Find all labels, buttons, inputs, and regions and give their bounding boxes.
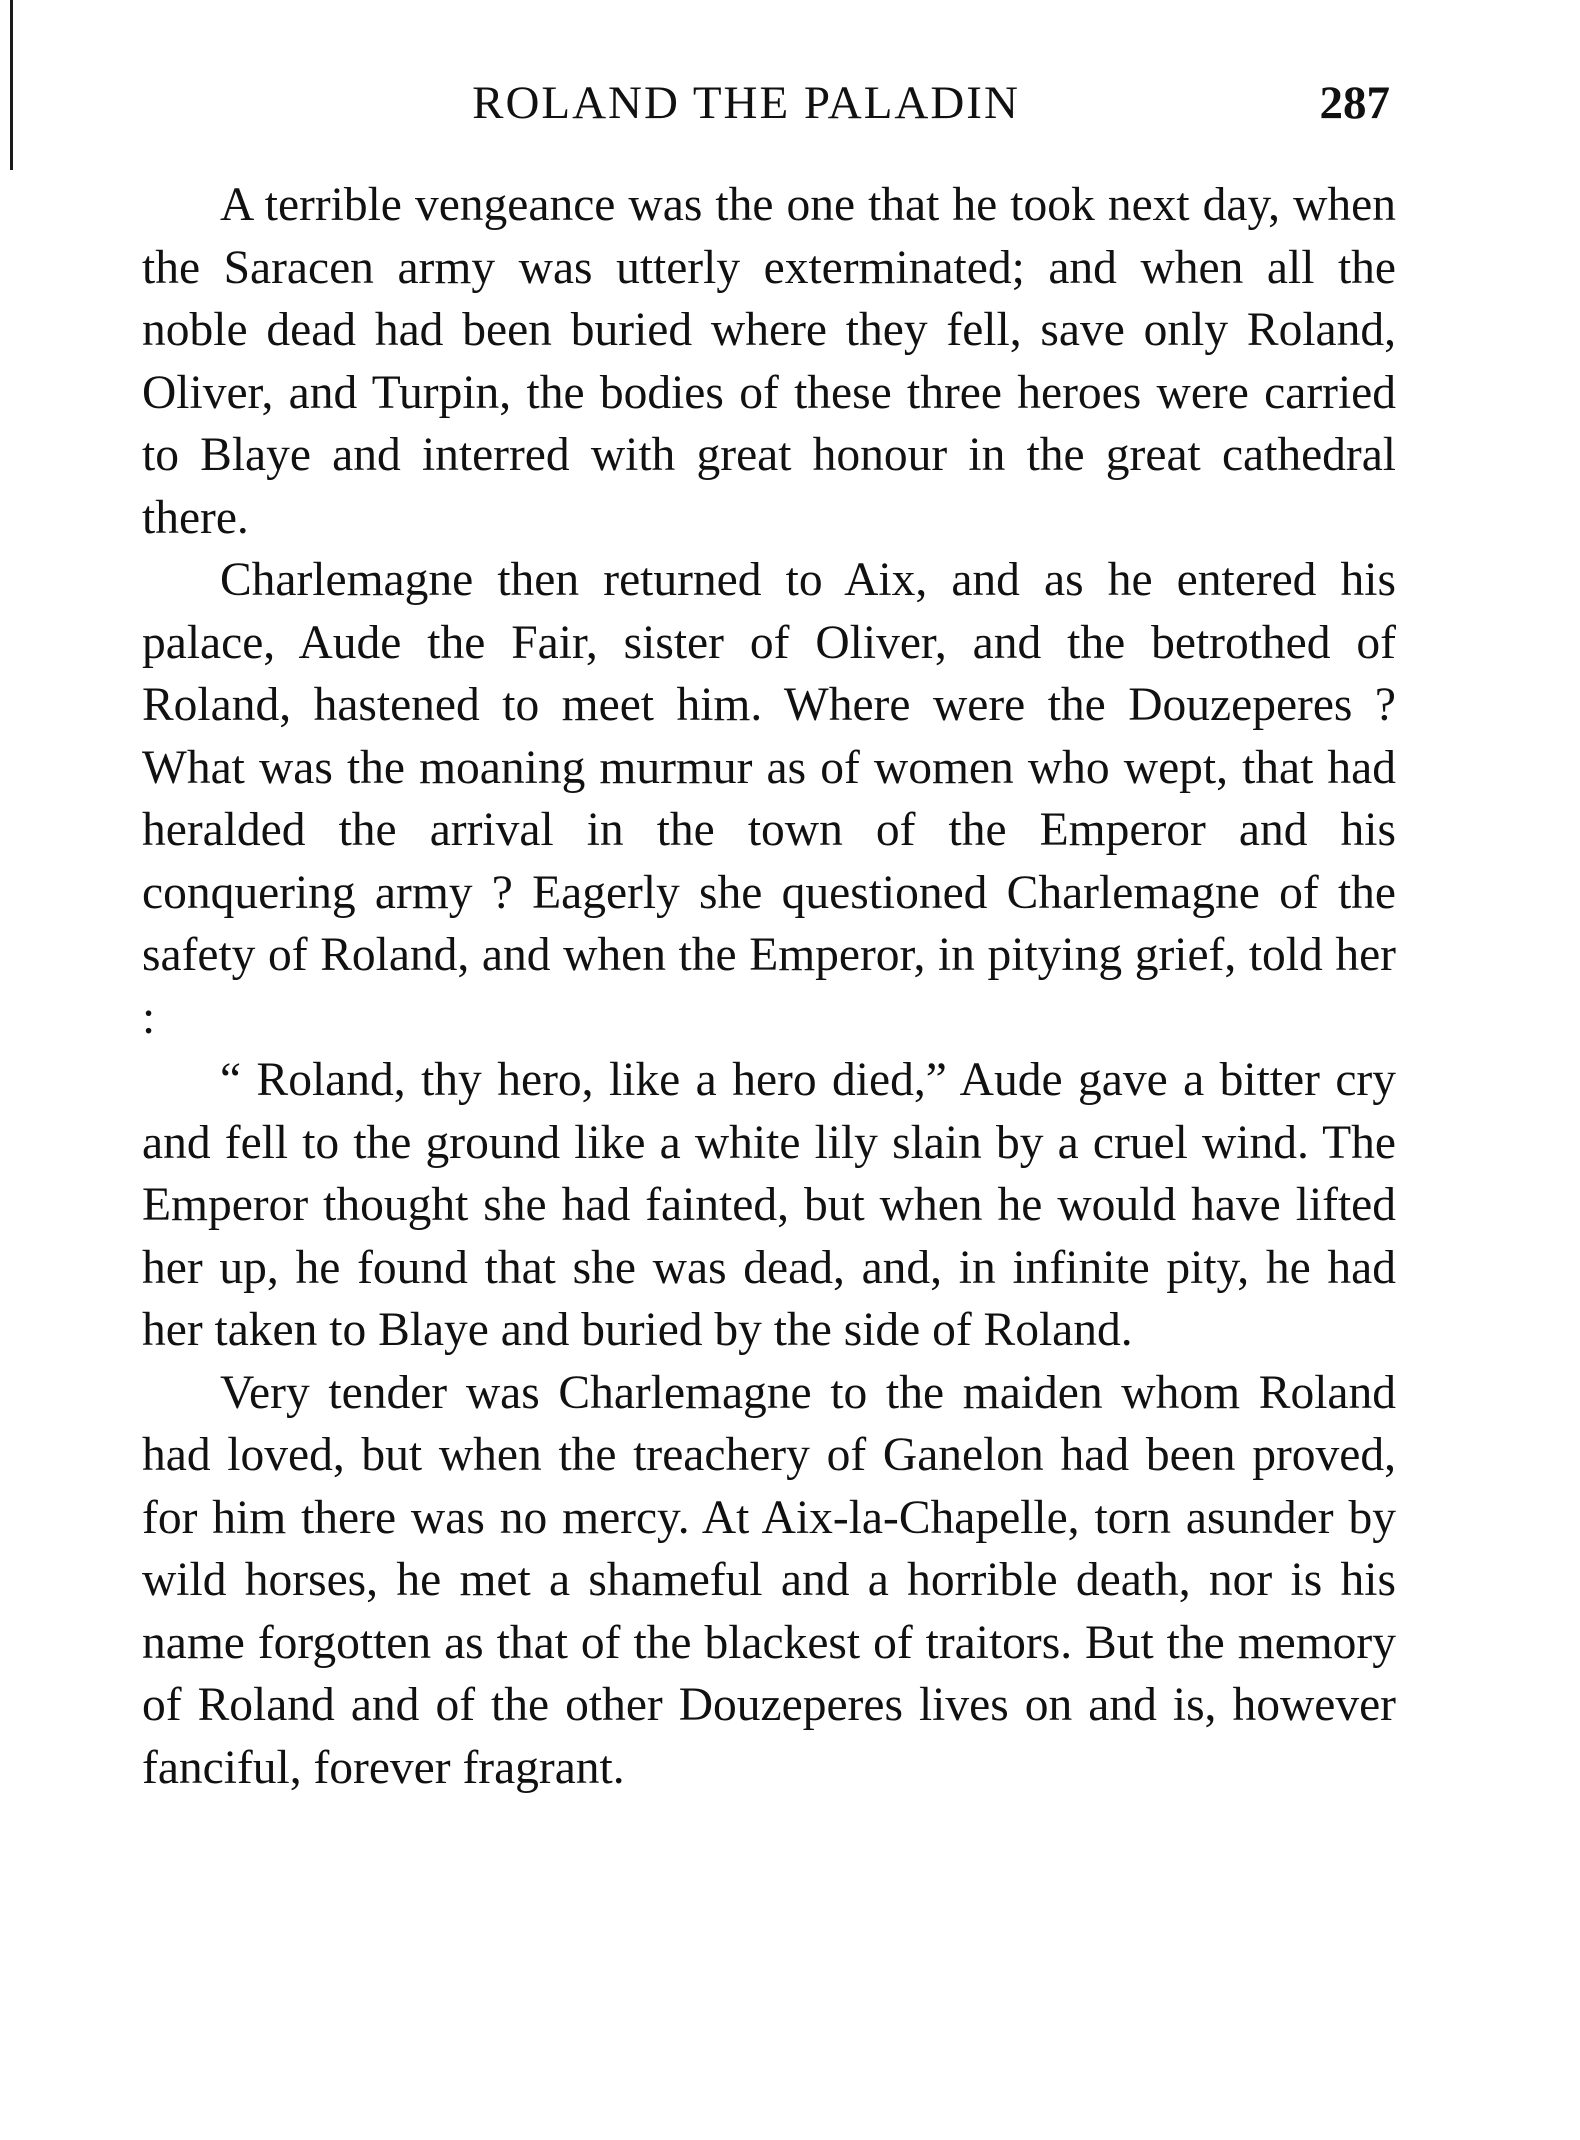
paragraph-1: A terrible vengeance was the one that he took next day, when the Saracen army was utterly exterminated; and when all the noble dead had been buried where they fell, save only Roland, Oliver, and Turpin, the bodies of these three heroes were carried to Blaye and interred with great honour in the great cathedral there. xyxy=(142,179,1396,544)
running-title: ROLAND THE PALADIN xyxy=(472,77,1020,129)
paragraph-2: Charlemagne then returned to Aix, and as he entered his palace, Aude the Fair, sister of Oliver, and the betrothed of Roland, hastened to meet him. Where were the Douzeperes ? What was the moaning murmur as of women who wept, that had heralded the arrival in the town of the Emperor and his conquering army ? Eagerly she questioned Charlemagne of the safety of Roland, and when the Emperor, in pitying grief, told her : xyxy=(142,554,1396,1044)
running-header xyxy=(142,76,1390,136)
page-number: 287 xyxy=(1319,77,1390,129)
page-edge-line xyxy=(10,0,13,170)
paragraph-3: “ Roland, thy hero, like a hero died,” Aude gave a bitter cry and fell to the ground like a white lily slain by a cruel wind. The Emperor thought she had fainted, but when he would have lifted her up, he found that she was dead, and, in infinite pity, he had her taken to Blaye and buried by the side of Roland. xyxy=(142,1054,1396,1356)
paragraph-4: Very tender was Charlemagne to the maiden whom Roland had loved, but when the treachery of Ganelon had been proved, for him there was no mercy. At Aix-la-Chapelle, torn asunder by wild horses, he met a shameful and a horrible death, nor is his name forgotten as that of the blackest of traitors. But the memory of Roland and of the other Douzeperes lives on and is, however fanciful, forever fragrant. xyxy=(142,1366,1396,1794)
body-text xyxy=(142,174,1396,1799)
